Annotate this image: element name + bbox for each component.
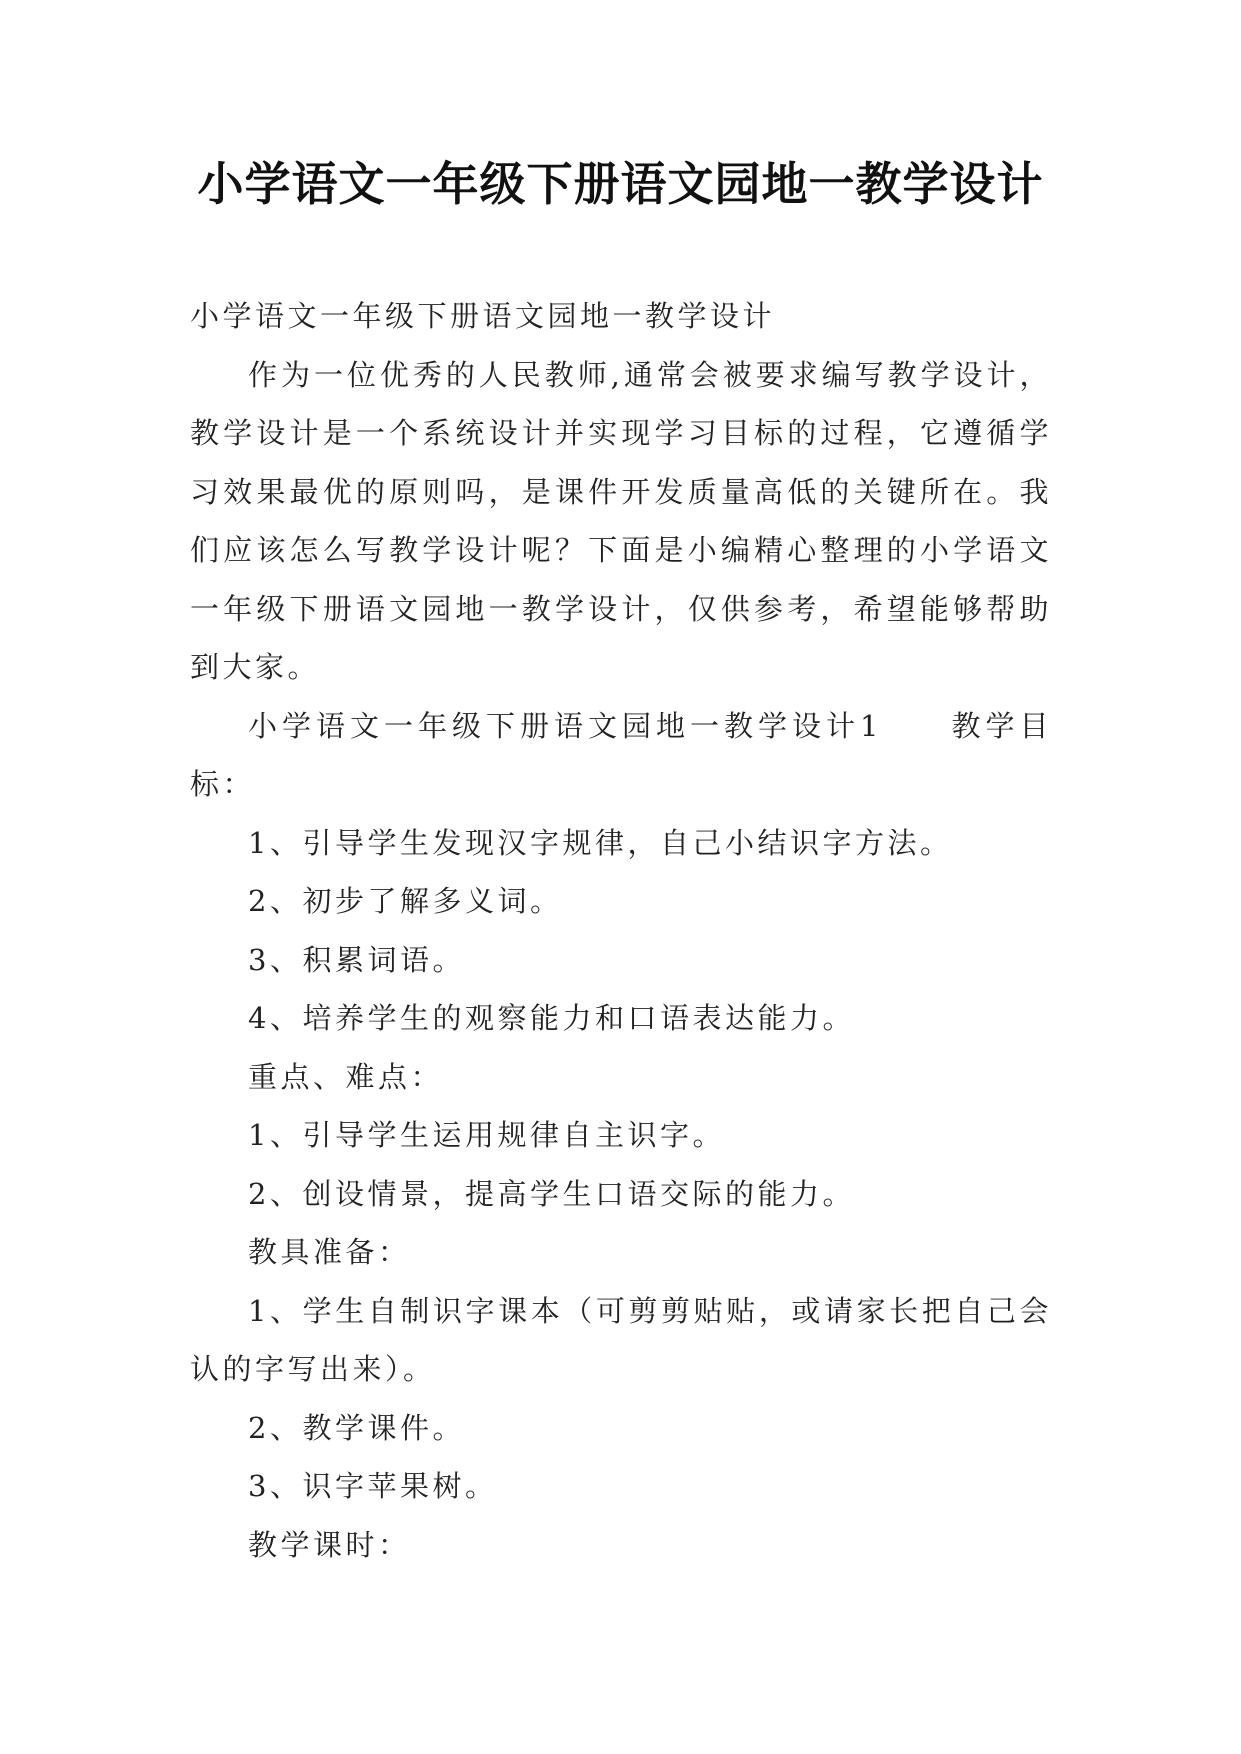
paragraph: 2、教学课件。 bbox=[248, 1410, 465, 1445]
paragraph: 教具准备： bbox=[248, 1235, 411, 1269]
paragraph: 作为一位优秀的人民教师,通常会被要求编写教学设计，教学设计是一个系统设计并实现学习目标的过程，它遵循学习效果最优的原则吗，是课件开发质量高低的关键所在。我们应该怎么写教学设计呢？下面是小编精心整理的小学语文一年级下册语文园地一教学设计，仅供参考，希望能够帮助到大家。 bbox=[190, 357, 1052, 684]
paragraph: 小学语文一年级下册语文园地一教学设计 bbox=[190, 299, 776, 333]
paragraph: 1、引导学生运用规律自主识字。 bbox=[248, 1118, 725, 1152]
paragraph: 4、培养学生的观察能力和口语表达能力。 bbox=[248, 1001, 855, 1035]
paragraph: 3、识字苹果树。 bbox=[248, 1469, 498, 1503]
paragraph: 1、引导学生发现汉字规律，自己小结识字方法。 bbox=[248, 825, 953, 860]
document-title: 小学语文一年级下册语文园地一教学设计 bbox=[197, 157, 1044, 211]
paragraph: 1、学生自制识字课本（可剪剪贴贴，或请家长把自己会认的字写出来）。 bbox=[190, 1293, 1052, 1386]
paragraph: 教学课时： bbox=[248, 1527, 411, 1562]
paragraph: 2、初步了解多义词。 bbox=[248, 884, 563, 918]
paragraph: 重点、难点： bbox=[248, 1059, 444, 1094]
document-body bbox=[190, 287, 1052, 1574]
paragraph: 2、创设情景，提高学生口语交际的能力。 bbox=[248, 1176, 855, 1211]
paragraph: 小学语文一年级下册语文园地一教学设计1 教学目标： bbox=[190, 708, 1052, 801]
paragraph: 3、积累词语。 bbox=[248, 942, 465, 977]
